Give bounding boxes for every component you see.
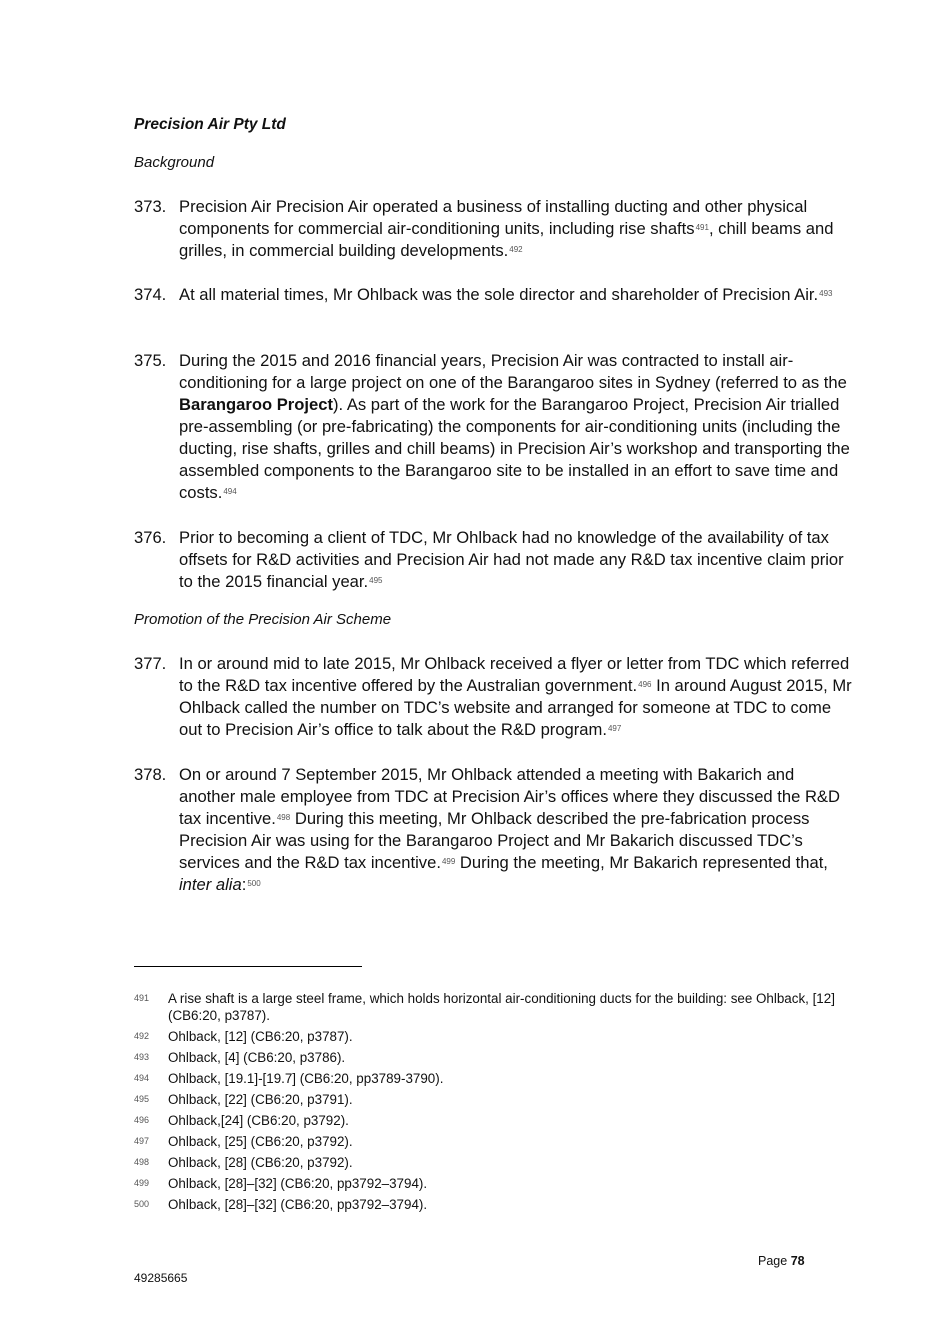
paragraph-text: On or around 7 September 2015, Mr Ohlback attended a meeting with Bakarich and another male employee from TDC at Precision Air’s offices where they discussed the R&D tax incentive.$^{498}$ During this meeting, Mr Ohlback described the pre-fabrication process Precision Air was using for the Barangaroo Project and Mr Bakarich discussed TDC’s services and the R&D tax incentive.$^{499}$ During the meeting, Mr Bakarich represented that, inter alia:$^{500}$ bbox=[179, 765, 840, 894]
footnote bbox=[134, 1175, 854, 1192]
defined-term: Barangaroo Project bbox=[179, 395, 333, 414]
paragraph-text: In or around mid to late 2015, Mr Ohlback received a flyer or letter from TDC which referred to the R&D tax incentive offered by the Australian government.$^{496}$ In around August 2015, Mr Ohlback called the number on TDC’s website and arranged for someone at TDC to come out to Precision Air’s office to talk about the R&D program.$^{497}$ bbox=[179, 654, 852, 739]
footnote-text: Ohlback, [28]–[32] (CB6:20, pp3792–3794). bbox=[168, 1176, 428, 1191]
footnote bbox=[134, 1154, 854, 1171]
paragraph-376 bbox=[134, 527, 852, 593]
footnote-ref: 496 bbox=[638, 680, 652, 689]
footnote-number: 500 bbox=[134, 1199, 150, 1209]
paragraph-377 bbox=[134, 653, 852, 741]
footnote-ref: 495 bbox=[369, 576, 383, 585]
footnote-separator bbox=[134, 966, 362, 967]
paragraph-text: During the 2015 and 2016 financial years, Precision Air was contracted to install air-conditioning for a large project on one of the Barangaroo sites in Sydney (referred to as the Barangaroo Project). As part of the work for the Barangaroo Project, Precision Air trialled pre-assembling (or pre-fabricating) the components for air-conditioning units (including the ducting, rise shafts, grilles and chill beams) in Precision Air’s workshop and transporting the assembled components to the Barangaroo site to be installed in an effort to save time and costs.$^{494}$ bbox=[179, 351, 850, 502]
footnote-ref: 494 bbox=[223, 487, 237, 496]
subheading-background: Background bbox=[134, 154, 215, 171]
latin-term: inter alia bbox=[179, 875, 242, 894]
page-label: Page bbox=[758, 1254, 788, 1268]
section-heading: Precision Air Pty Ltd bbox=[134, 116, 286, 133]
footnote-number: 491 bbox=[134, 993, 150, 1003]
paragraph-373 bbox=[134, 196, 852, 262]
footnote-number: 499 bbox=[134, 1178, 150, 1188]
footnote-number: 498 bbox=[134, 1157, 150, 1167]
footnote-text: Ohlback, [28]–[32] (CB6:20, pp3792–3794). bbox=[168, 1197, 428, 1212]
footnote-number: 492 bbox=[134, 1031, 150, 1041]
footnote bbox=[134, 1028, 854, 1045]
footnote-text: Ohlback, [28] (CB6:20, p3792). bbox=[168, 1155, 353, 1170]
footnote bbox=[134, 1091, 854, 1108]
subheading-promotion: Promotion of the Precision Air Scheme bbox=[134, 611, 392, 628]
footnote-number: 493 bbox=[134, 1052, 150, 1062]
footnotes bbox=[134, 990, 854, 1217]
paragraph-375 bbox=[134, 350, 852, 504]
footnote-text: A rise shaft is a large steel frame, which holds horizontal air-conditioning ducts for the building: see Ohlback, [12] (CB6:20, p3787). bbox=[168, 991, 835, 1023]
paragraph-number: 376. bbox=[134, 528, 167, 547]
footnote bbox=[134, 1133, 854, 1150]
footnote bbox=[134, 1070, 854, 1087]
paragraph-374 bbox=[134, 284, 852, 306]
footnote-ref: 497 bbox=[607, 724, 622, 733]
footnote-ref: 491 bbox=[695, 223, 709, 232]
footnote-number: 494 bbox=[134, 1073, 150, 1083]
page-number-value: 78 bbox=[790, 1254, 805, 1268]
paragraph-number: 374. bbox=[134, 285, 167, 304]
footnote-number: 497 bbox=[134, 1136, 150, 1146]
footnote-ref: 492 bbox=[509, 245, 523, 254]
footnote bbox=[134, 990, 854, 1024]
paragraph-number: 375. bbox=[134, 351, 167, 370]
footnote-text: Ohlback, [4] (CB6:20, p3786). bbox=[168, 1050, 346, 1065]
paragraph-text: At all material times, Mr Ohlback was the sole director and shareholder of Precision Air.$^{493}$ bbox=[179, 285, 833, 304]
footnote-text: Ohlback, [19.1]-[19.7] (CB6:20, pp3789-3790). bbox=[168, 1071, 444, 1086]
footnote-text: Ohlback, [12] (CB6:20, p3787). bbox=[168, 1029, 353, 1044]
footnote-number: 496 bbox=[134, 1115, 150, 1125]
footnote-ref: 493 bbox=[819, 289, 833, 298]
footnote-text: Ohlback,[24] (CB6:20, p3792). bbox=[168, 1113, 349, 1128]
footnote bbox=[134, 1049, 854, 1066]
paragraph-number: 378. bbox=[134, 765, 167, 784]
footnote-number: 495 bbox=[134, 1094, 150, 1104]
paragraph-378 bbox=[134, 764, 852, 896]
footnote-ref: 499 bbox=[441, 857, 456, 866]
footnote-ref: 500 bbox=[247, 879, 261, 888]
paragraph-number: 377. bbox=[134, 654, 167, 673]
footnote-text: Ohlback, [25] (CB6:20, p3792). bbox=[168, 1134, 353, 1149]
page-number bbox=[758, 1254, 805, 1268]
footnote bbox=[134, 1196, 854, 1213]
paragraph-text: Precision Air Precision Air operated a business of installing ducting and other physical components for commercial air-conditioning units, including rise shafts$^{491}$, chill beams and grilles, in commercial building developments.$^{492}$ bbox=[179, 197, 834, 260]
paragraph-number: 373. bbox=[134, 197, 167, 216]
document-id: 49285665 bbox=[134, 1271, 188, 1285]
footnote-text: Ohlback, [22] (CB6:20, p3791). bbox=[168, 1092, 353, 1107]
paragraph-text: Prior to becoming a client of TDC, Mr Ohlback had no knowledge of the availability of tax offsets for R&D activities and Precision Air had not made any R&D tax incentive claim prior to the 2015 financial year.$^{495}$ bbox=[179, 528, 844, 591]
footnote bbox=[134, 1112, 854, 1129]
footnote-ref: 498 bbox=[276, 813, 291, 822]
